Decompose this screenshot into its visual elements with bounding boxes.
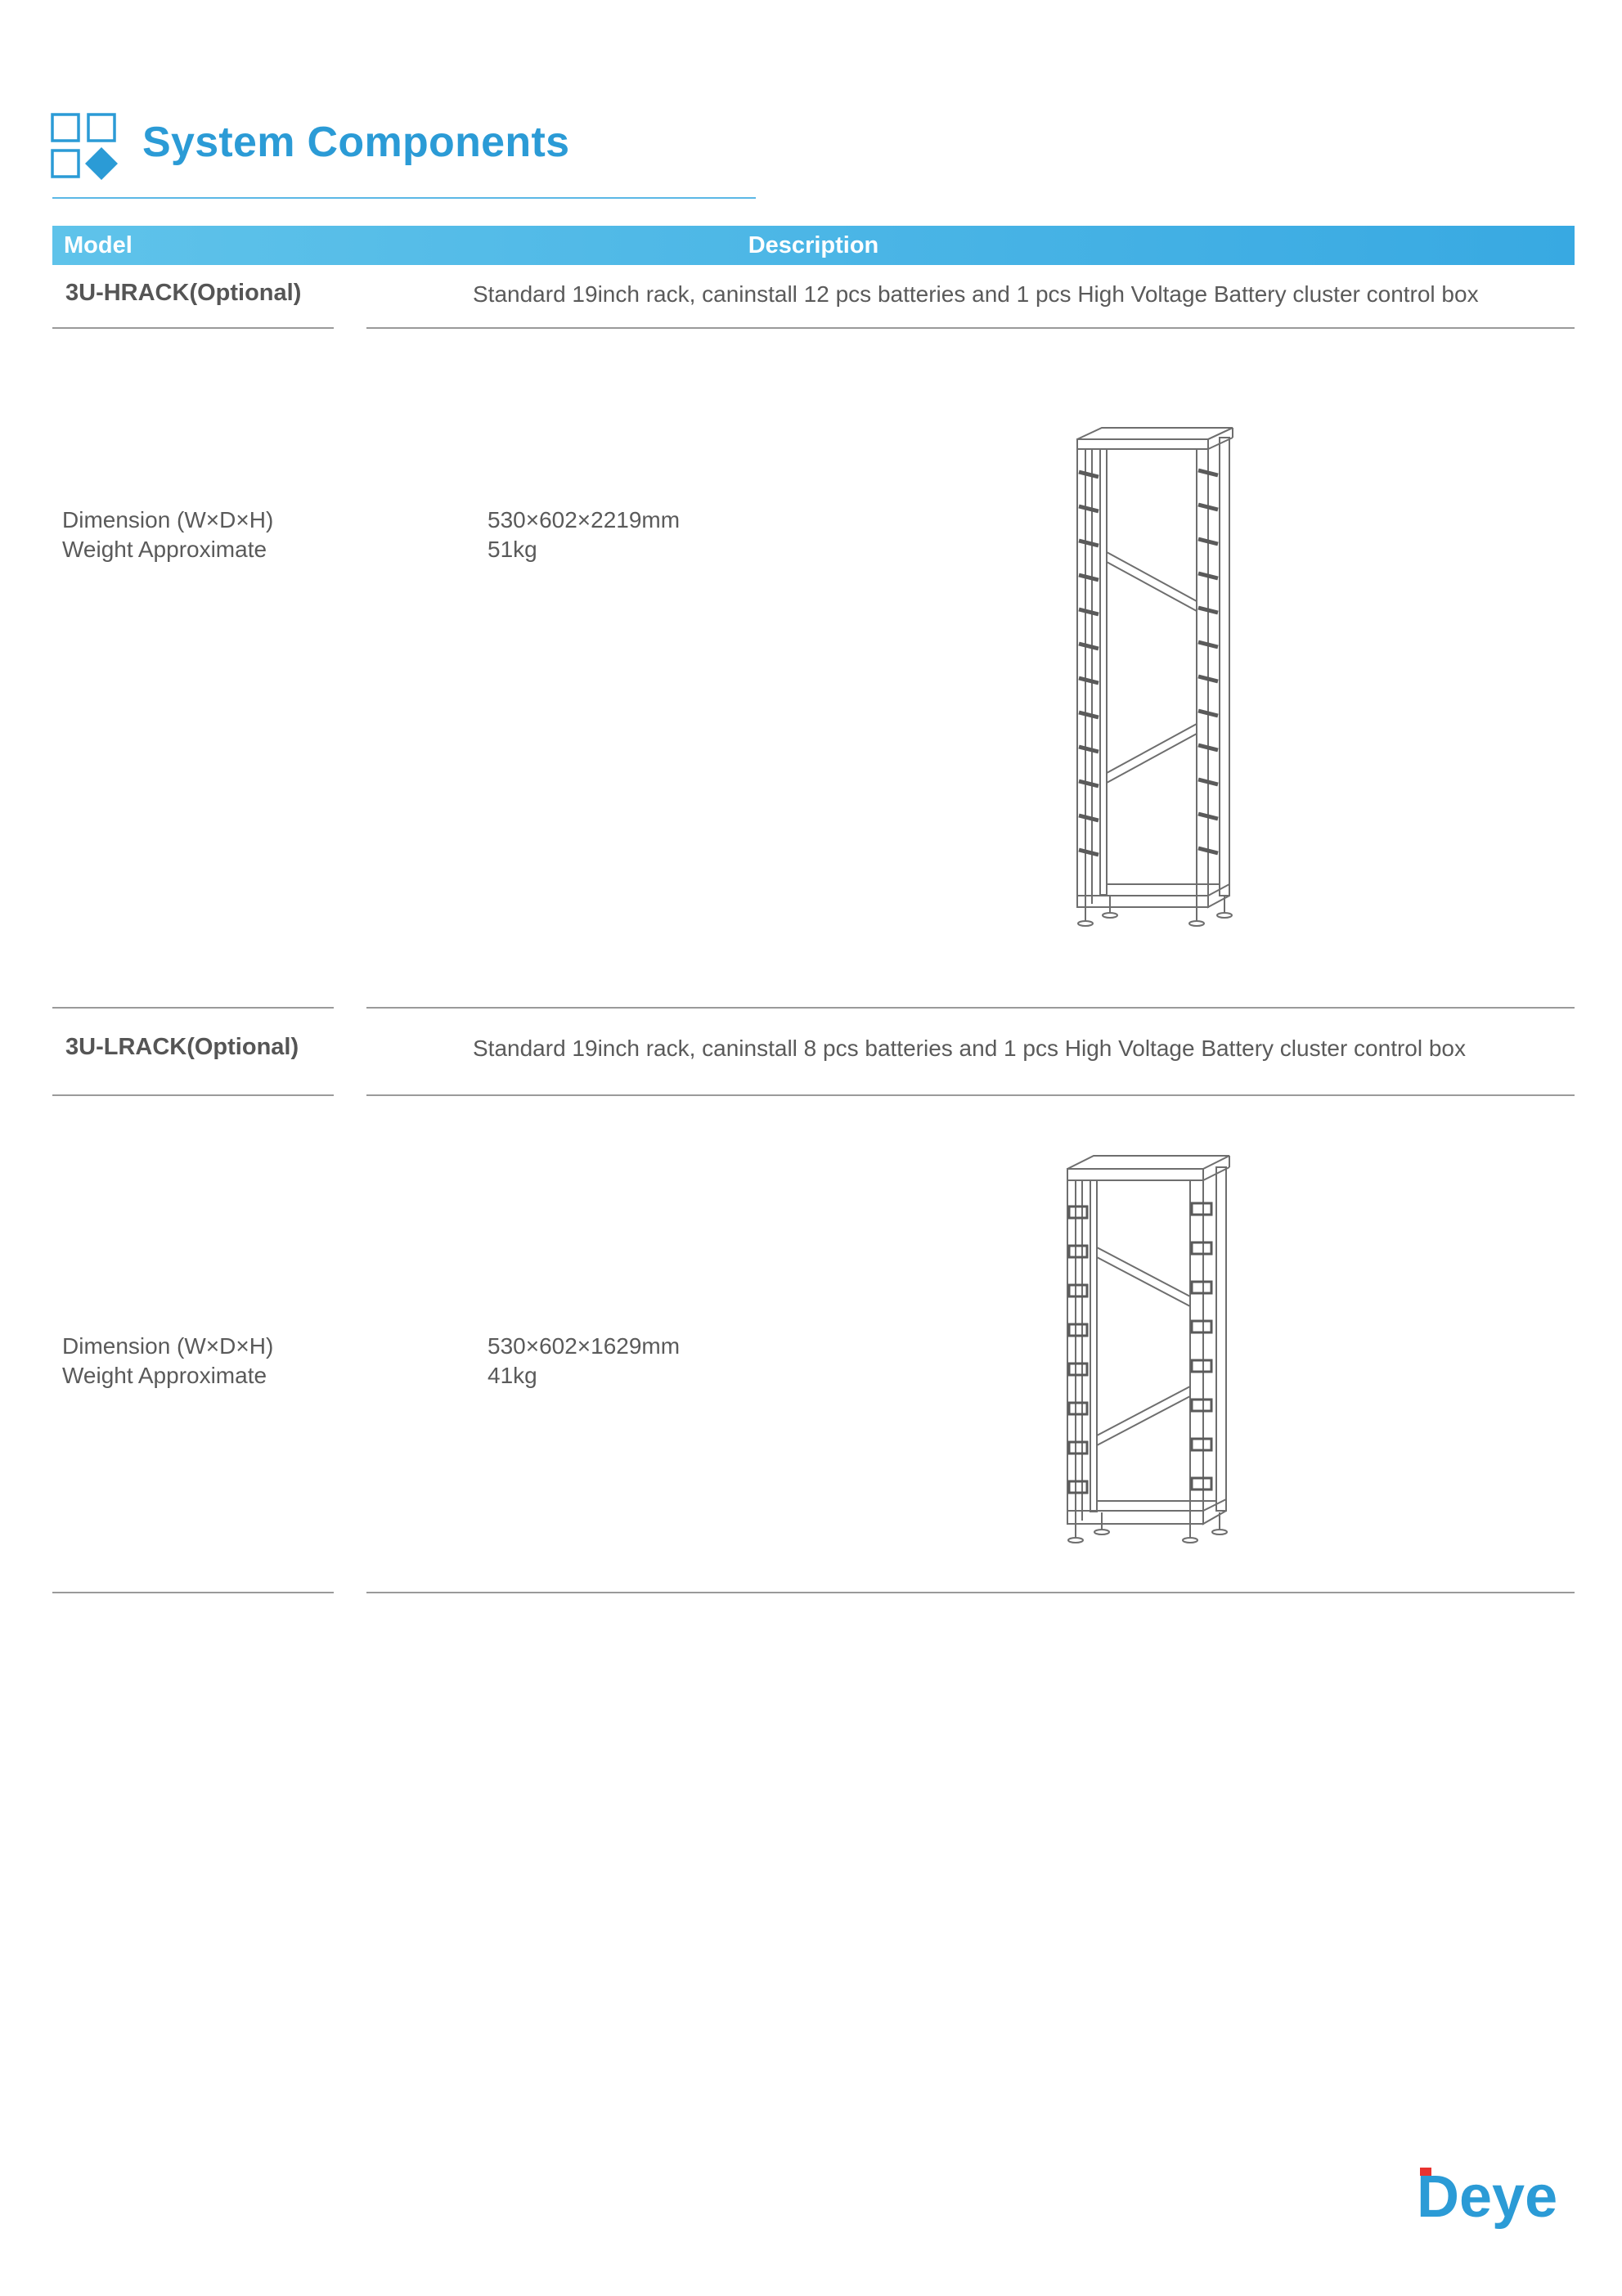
- row-divider: [52, 1592, 334, 1593]
- row-divider: [366, 1592, 1575, 1593]
- column-header-model: Model: [64, 232, 133, 258]
- title-divider: [52, 197, 756, 199]
- row-divider: [366, 1094, 1575, 1096]
- grid-diamond-icon: [51, 113, 119, 182]
- row-divider: [366, 327, 1575, 329]
- deye-logo: [1415, 2159, 1579, 2233]
- row-1-weight-label: Weight Approximate: [62, 537, 267, 562]
- row-divider: [52, 1094, 334, 1096]
- row-2-dimension-label: Dimension (W×D×H): [62, 1333, 274, 1359]
- row-2-description: Standard 19inch rack, caninstall 8 pcs batteries and 1 pcs High Voltage Battery cluster control box: [473, 1036, 1467, 1061]
- row-2-dimension-value: 530×602×1629mm: [487, 1333, 681, 1359]
- row-1-model: 3U-HRACK(Optional): [65, 280, 302, 306]
- row-1-description: Standard 19inch rack, caninstall 12 pcs batteries and 1 pcs High Voltage Battery cluster control box: [473, 281, 1479, 307]
- short-rack-icon: [1058, 1149, 1238, 1562]
- row-divider: [52, 1007, 334, 1009]
- column-header-description: Description: [748, 232, 879, 258]
- row-2-weight-value: 41kg: [487, 1363, 537, 1388]
- row-2-weight-label: Weight Approximate: [62, 1363, 267, 1388]
- svg-text:Deye: Deye: [1417, 2164, 1558, 2230]
- row-divider: [366, 1007, 1575, 1009]
- row-1-dimension-label: Dimension (W×D×H): [62, 507, 274, 532]
- row-2-model: 3U-LRACK(Optional): [65, 1034, 299, 1060]
- tall-rack-icon: [1067, 421, 1239, 941]
- row-divider: [52, 327, 334, 329]
- page-title: System Components: [142, 119, 570, 166]
- row-1-weight-value: 51kg: [487, 537, 537, 562]
- row-1-dimension-value: 530×602×2219mm: [487, 507, 681, 532]
